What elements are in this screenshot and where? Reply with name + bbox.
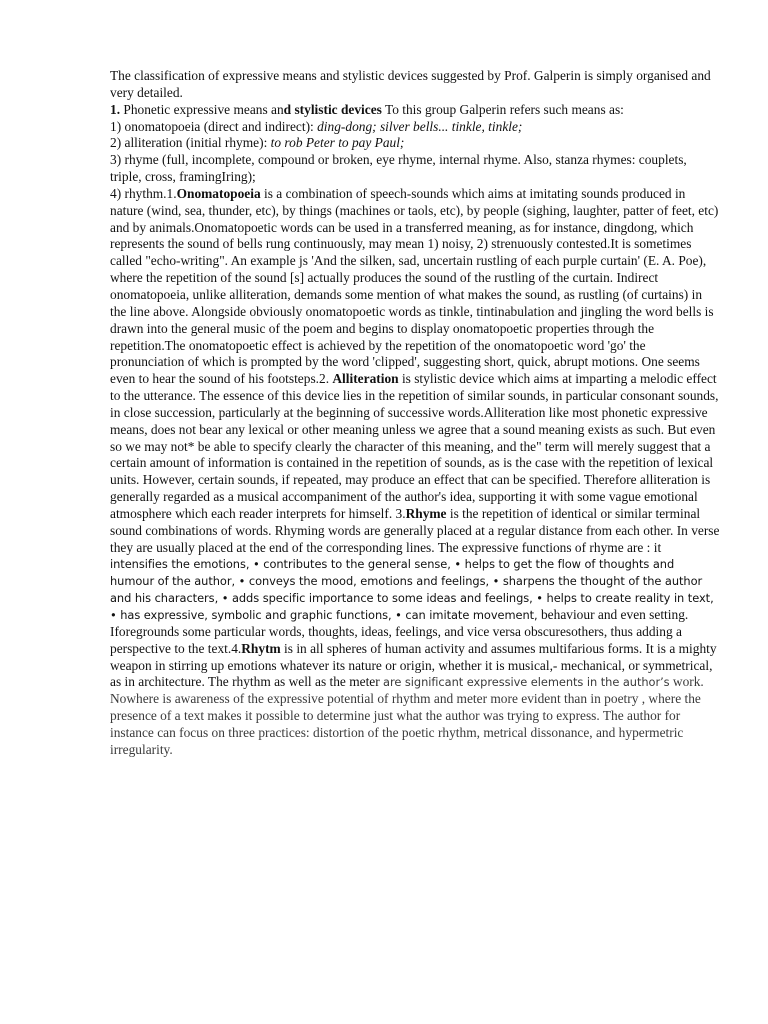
list-item-alliteration: 2) alliteration (initial rhyme): <box>110 135 271 151</box>
alliteration-body: is stylistic device which aims at imparting a melodic effect to the utterance. The essence of this device lies in the repetition of similar sounds, in particular consonant sounds, in close succession, particularly at the beginning of successive words.Alliteration like most phonetic expressive means, does not bear any lexical or other meaning unless we agree that a sound meaning exists as such. But even so we may not* be able to specify clearly the character of this meaning, and the" term will merely suggest that a certain amount of information is contained in the repetition of sounds, as is the case with the repetition of lexical units. However, certain sounds, if repeated, may produce an effect that can be specified. Therefore alliteration is generally regarded as a musical accompaniment of the author's idea, supporting it with some vague emotional atmosphere which each reader interprets for himself. 3. <box>110 371 719 521</box>
list-item-rhythm: 4) rhythm.1. <box>110 185 177 201</box>
rhythm-body-tail: work. Nowhere is awareness of the expressive potential of rhythm and meter more evident than in poetry , where the presence of a text makes it possible to determine just what the author was trying to express. The author for instance can focus on three practices: distortion of the poetic rhythm, metrical dissonance, and hypermetric irregularity. <box>110 674 704 757</box>
intro-text: The classification of expressive means and stylistic devices suggested by Prof. Galperin is simply organised and very detailed. <box>110 68 711 100</box>
section-number: 1. <box>110 101 121 117</box>
document-page <box>110 68 720 759</box>
section-title-part-a: Phonetic expressive means an <box>120 101 284 117</box>
list-item-onomatopoeia-example: ding-dong; silver bells... tinkle, tinkle; <box>317 118 523 134</box>
section-intro-text: To this group Galperin refers such means as: <box>381 101 624 117</box>
term-rhyme: Rhyme <box>405 505 447 521</box>
term-onomatopoeia: Onomatopoeia <box>176 185 261 201</box>
rhyme-body: is the repetition of identical or similar terminal sound combinations of words. Rhyming words are generally placed at a regular distance from each other. In verse they are usually placed at the end of the corresponding lines. The expressive functions of rhyme are : it <box>110 505 720 555</box>
list-item-onomatopoeia: 1) onomatopoeia (direct and indirect): <box>110 118 318 134</box>
intro-paragraph <box>110 68 720 759</box>
rhyme-body-tail: behaviour and even setting. Iforegrounds some particular words, thoughts, ideas, feelings, and vice versa obscuresothers, thus adding a perspective to the text.4. <box>110 607 689 656</box>
term-rhythm: Rhytm <box>241 640 281 656</box>
rhythm-body: is in all spheres of human activity and assumes multifarious forms. It is a mighty weapon in stirring up emotions whatever its nature or origin, whether it is musical,- mechanical, or symmetrical, as in architecture. The rhythm as well as the meter <box>110 640 717 690</box>
section-title-part-b: d stylistic devices <box>283 101 382 117</box>
onomatopoeia-body: is a combination of speech-sounds which aims at imitating sounds produced in nature (wind, sea, thunder, etc), by things (machines or taols, etc), by people (sighing, laughter, patter of feet, etc) and by animals.Onomatopoetic words can be used in a transferred meaning, as for instance, dingdong, which represents the sound of bells rung continuously, may mean 1) noisy, 2) strenuously contested.It is sometimes called "echo-writing". An example js 'And the silken, sad, uncertain rustling of each purple curtain' (E. A. Poe), where the repetition of the sound [s] actually produces the sound of the rustling of the curtain. Indirect onomatopoeia, unlike alliteration, demands some mention of what makes the sound, as rustling (of curtains) in the line above. Alongside obviously onomatopoetic words as tinkle, tintinabulation and jingling the word bells is drawn into the general music of the poem and begins to display onomatopoetic properties through the repetition.The onomatopoetic effect is achieved by the repetition of the onomatopoetic word 'go' the pronunciation of which is prompted by the word 'clipped', suggesting short, quick, abrupt motions. One seems even to hear the sound of his footsteps.2. <box>110 185 719 387</box>
term-alliteration: Alliteration <box>332 371 399 387</box>
list-item-rhyme: 3) rhyme (full, incomplete, compound or broken, eye rhyme, internal rhyme. Also, stanza rhymes: couplets, triple, cross, framingIring); <box>110 152 687 185</box>
rhythm-meter-text: are significant expressive elements in the author’s <box>383 675 670 690</box>
rhyme-functions-list: intensifies the emotions, • contributes to the general sense, • helps to get the flow of thoughts and humour of the author, • conveys the mood, emotions and feelings, • sharpens the thought of the author and his characters, • adds specific importance to some ideas and feelings, • helps to create reality in text, • has expressive, symbolic and graphic functions, • can imitate movement, <box>110 557 714 622</box>
list-item-alliteration-example: to rob Peter to pay Paul; <box>270 135 405 151</box>
